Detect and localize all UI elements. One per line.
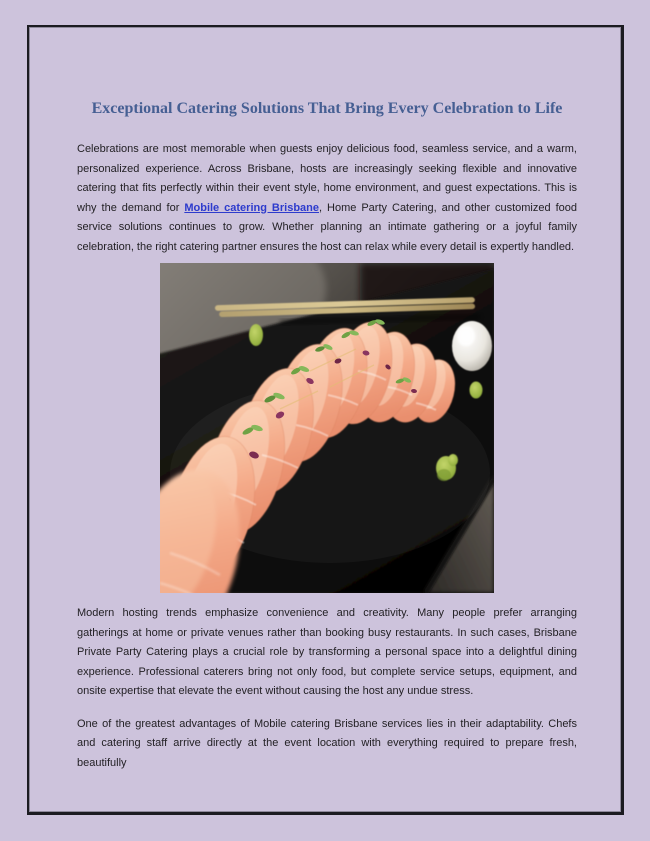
page-title: Exceptional Catering Solutions That Bring Every Celebration to Life (91, 100, 563, 117)
paragraph-advantages: One of the greatest advantages of Mobile catering Brisbane services lies in their adaptability. Chefs and catering staff arrive directly at the event location with everything required to prepare fresh, beautifully (77, 717, 577, 769)
salmon-sashimi-photo-illustration (160, 263, 494, 593)
paragraph-intro-text-after-link: , Home Party Catering, and other customized food service solutions continues to grow. Whether planning an intimate gathering or a joyful family celebration, the right catering partner ensures the host can relax while every detail is expertly handled. (77, 201, 577, 253)
document-content (77, 25, 577, 786)
paragraph-intro-text-before-link: Celebrations are most memorable when guests enjoy delicious food, seamless service, and a warm, personalized experience. Across Brisbane, hosts are increasingly seeking flexible and innovative catering that fits perfectly within their event style, home environment, and guest expectations. This is why the demand for (77, 143, 577, 214)
mobile-catering-brisbane-link[interactable]: Mobile catering Brisbane (184, 201, 319, 214)
paragraph-hosting-trends: Modern hosting trends emphasize convenience and creativity. Many people prefer arranging gatherings at home or private venues rather than booking busy restaurants. In such cases, Brisbane Private Party Catering plays a crucial role by transforming a personal space into a delightful dining experience. Professional caterers bring not only food, but complete service setups, equipment, and onsite expertise that elevate the event without causing the host any undue stress. (77, 607, 577, 697)
paragraph-intro (77, 140, 577, 257)
salmon-sashimi-image (160, 263, 494, 593)
